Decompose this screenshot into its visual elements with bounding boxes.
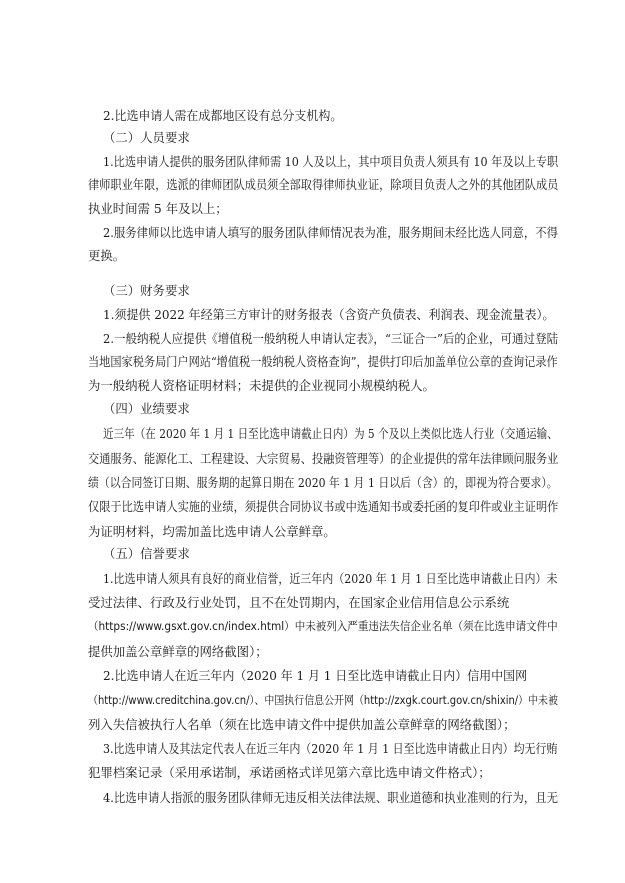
- paragraph-text: 3.比选申请人及其法定代表人在近三年内（2020 年 1 月 1 日至比选申请截止日内）均无行贿: [103, 741, 558, 756]
- paragraph-text: 1.比选申请人须具有良好的商业信誉，近三年内（2020 年 1 月 1 日至比选申请截止日内）未: [103, 571, 558, 586]
- paragraph-text: （http://www.creditchina.gov.cn/）、中国执行信息公开网（http://zxgk.court.gov.cn/shixin/）中未被: [88, 693, 558, 707]
- paragraph-text: 当地国家税务局门户网站“增值税一般纳税人资格查询”，提供打印后加盖单位公章的查询记录作: [88, 354, 558, 369]
- paragraph-text: 1.比选申请人提供的服务团队律师需 10 人及以上，其中项目负责人须具有 10 年及以上专职: [103, 154, 559, 169]
- paragraph-text: 更换。: [88, 248, 126, 263]
- paragraph-text: 绩（以合同签订日期、服务期的起算日期在 2020 年 1 月 1 日以后（含）的，即视为符合要求）。: [88, 475, 558, 490]
- paragraph-text: 4.比选申请人指派的服务团队律师无违反相关法律法规、职业道德和执业准则的行为，且无: [103, 790, 559, 805]
- section-heading: （三）财务要求: [103, 283, 190, 298]
- paragraph-text: 近三年（在 2020 年 1 月 1 日至比选申请截止日内）为 5 个及以上类似比选人行业（交通运输、: [103, 426, 558, 441]
- paragraph-text: 2.服务律师以比选申请人填写的服务团队律师情况表为准，服务期间未经比选人同意，不得: [103, 225, 559, 240]
- paragraph-text: 交通服务、能源化工、工程建设、大宗贸易、投融资管理等）的企业提供的常年法律顾问服务业: [88, 451, 559, 466]
- paragraph-text: 1.须提供 2022 年经第三方审计的财务报表（含资产负债表、利润表、现金流量表）。: [103, 307, 555, 322]
- paragraph-text: 提供加盖公章鲜章的网络截图）；: [88, 644, 268, 659]
- section-heading: （二）人员要求: [103, 130, 190, 145]
- paragraph-text: 为证明材料，均需加盖比选申请人公章鲜章。: [88, 524, 336, 539]
- paragraph-text: 2.比选申请人在近三年内（2020 年 1 月 1 日至比选申请截止日内）信用中国网: [103, 668, 528, 683]
- paragraph-text: 为一般纳税人资格证明材料；未提供的企业视同小规模纳税人。: [88, 378, 435, 393]
- paragraph-text: 2.一般纳税人应提供《增值税一般纳税人申请认定表》，“三证合一”后的企业，可通过登陆: [103, 331, 559, 346]
- paragraph-text: 执业时间需 5 年及以上；: [88, 201, 228, 216]
- paragraph-text: 2.比选申请人需在成都地区设有总分支机构。: [103, 108, 343, 123]
- paragraph-text: 律师职业年限，选派的律师团队成员须全部取得律师执业证，除项目负责人之外的其他团队成员: [88, 177, 559, 192]
- paragraph-text: 仅限于比选申请人实施的业绩，须提供合同协议书或中选通知书或委托函的复印件或业主证明作: [88, 499, 559, 514]
- paragraph-text: （https://www.gsxt.gov.cn/index.html）中未被列入严重违法失信企业名单（须在比选申请文件中: [88, 619, 558, 633]
- paragraph-text: 犯罪档案记录（采用承诺制，承诺函格式详见第六章比选申请文件格式）；: [88, 765, 491, 780]
- paragraph-text: 列入失信被执行人名单（须在比选申请文件中提供加盖公章鲜章的网络截图）；: [88, 717, 516, 732]
- paragraph-text: 受过法律、行政及行业处罚，且不在处罚期内，在国家企业信用信息公示系统: [88, 595, 510, 610]
- section-heading: （四）业绩要求: [103, 401, 190, 416]
- section-heading: （五）信誉要求: [103, 546, 190, 561]
